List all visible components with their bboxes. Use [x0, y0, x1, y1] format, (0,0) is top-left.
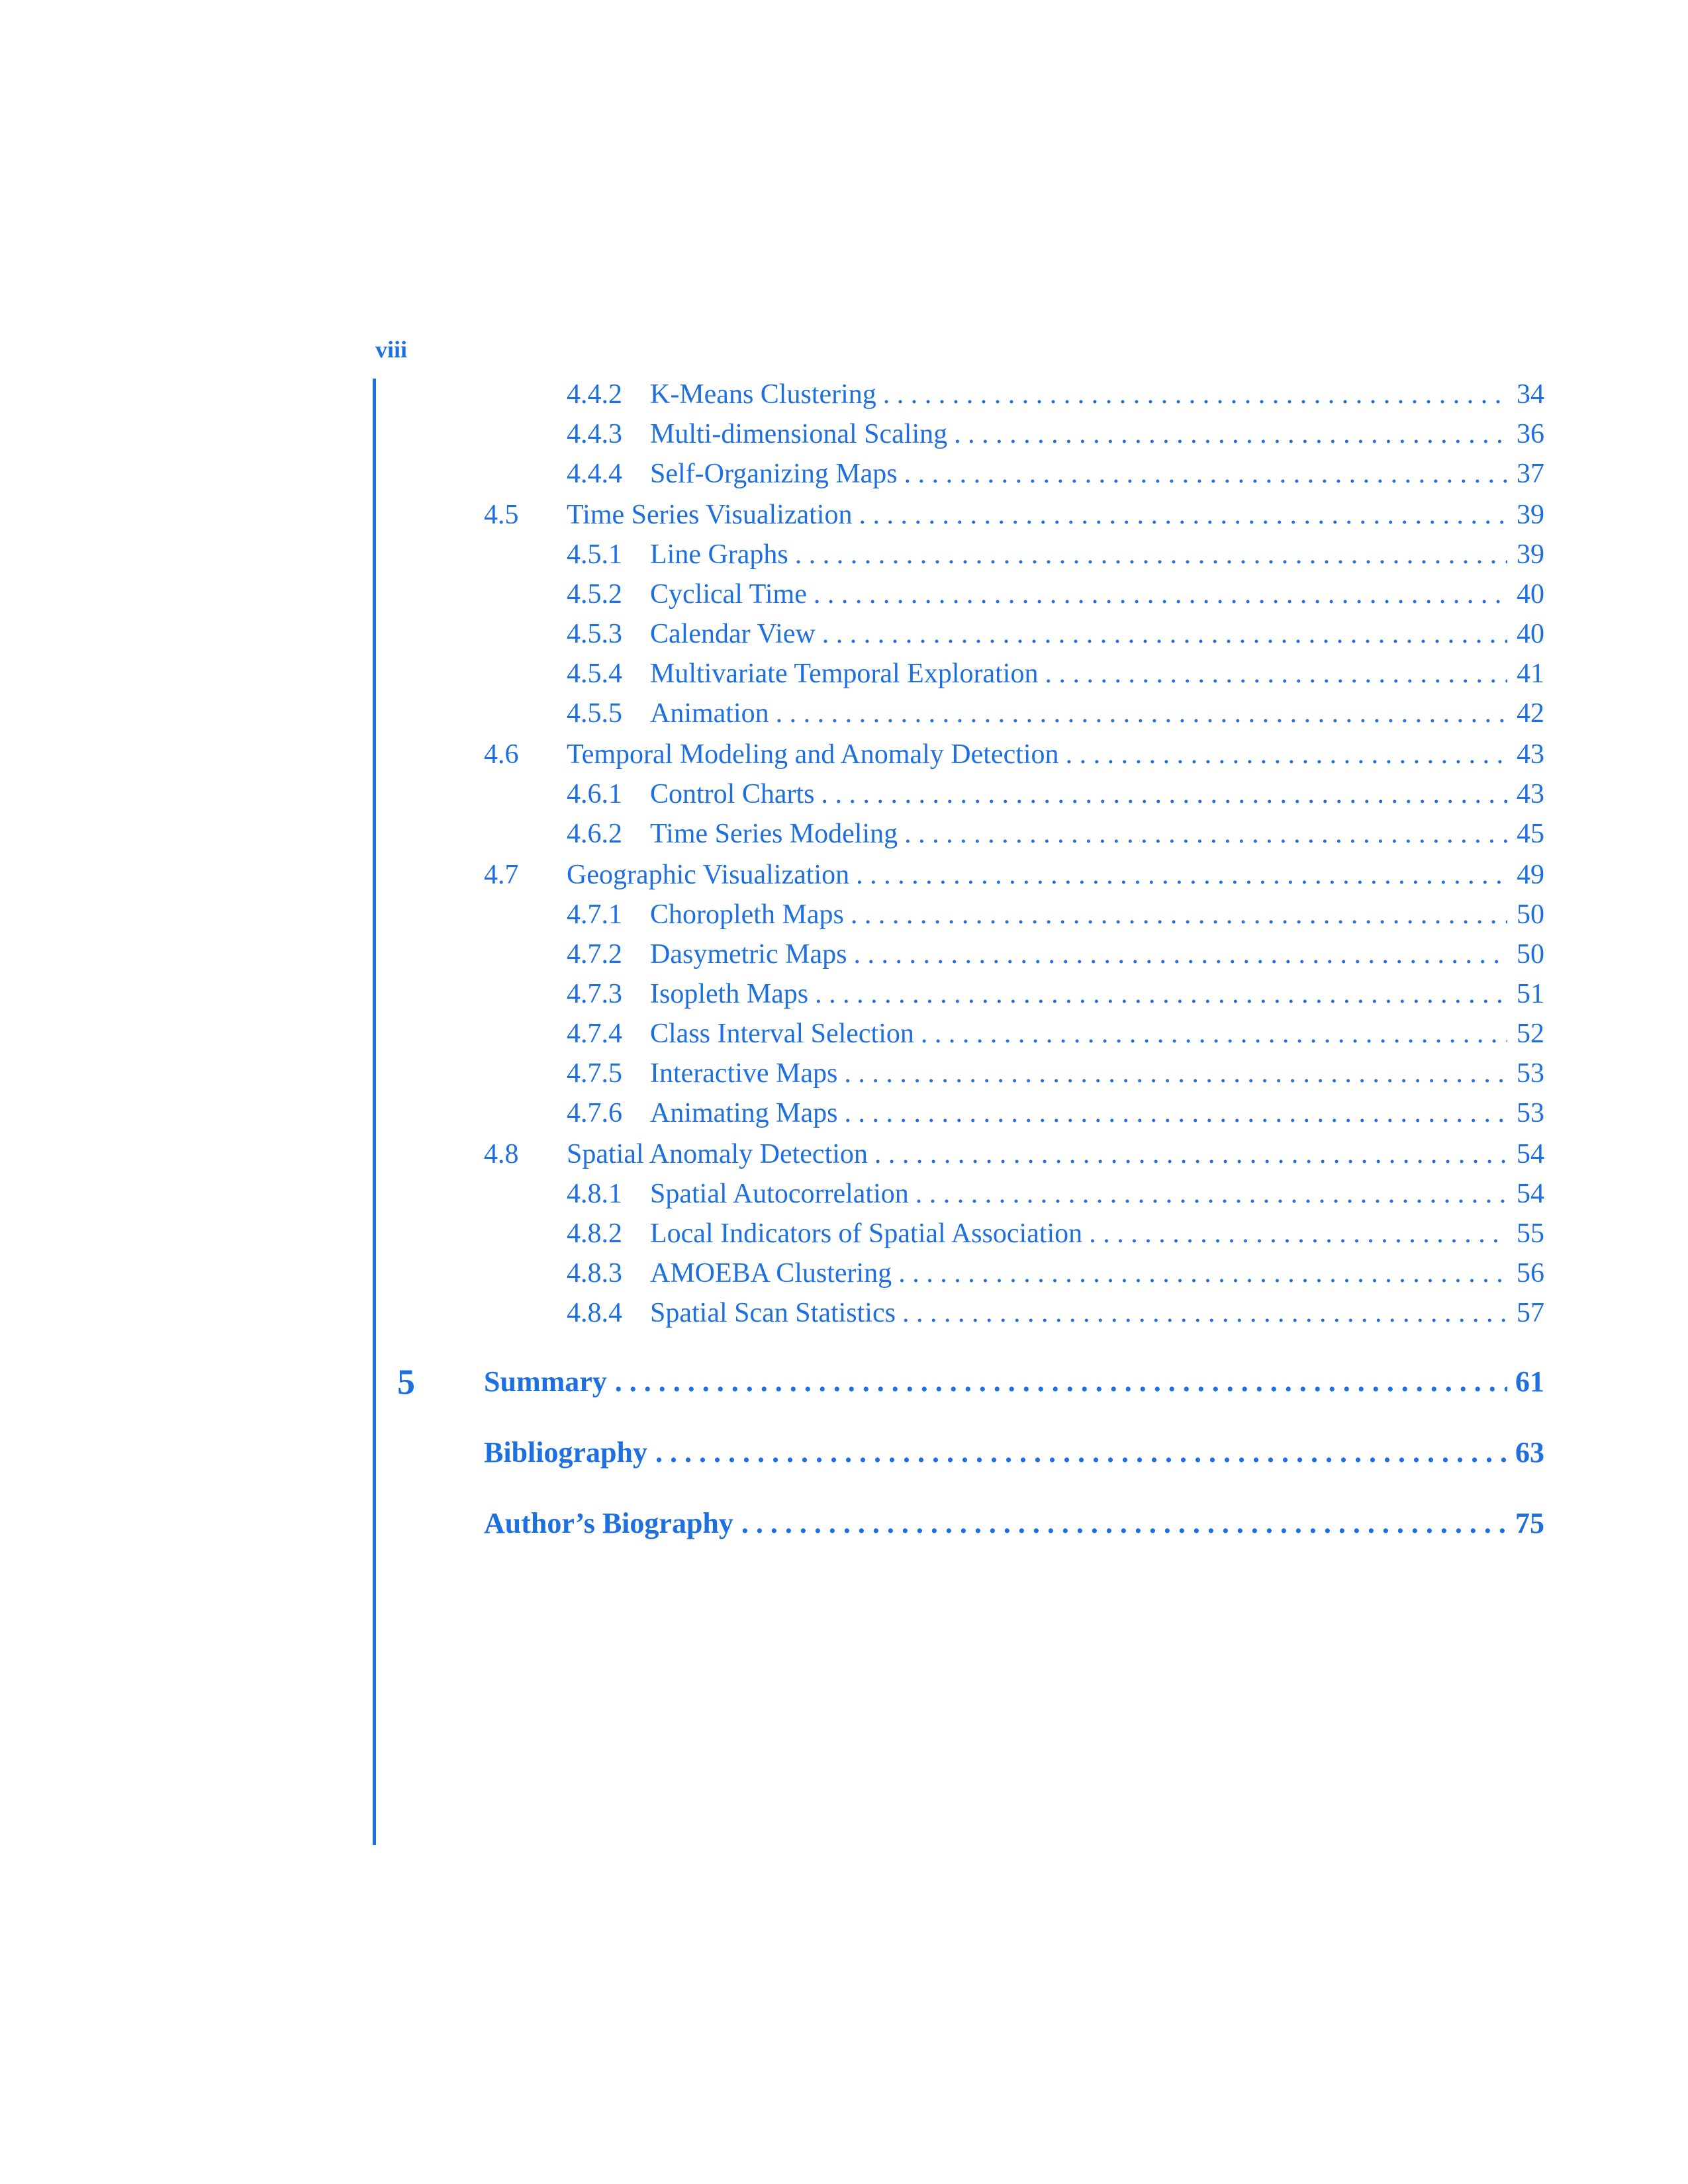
entry-page: 57	[1517, 1298, 1544, 1328]
dot-leader	[859, 495, 1507, 535]
dot-leader	[883, 375, 1507, 414]
chapter-page: 61	[1515, 1365, 1544, 1398]
chapter-number: 5	[397, 1362, 415, 1402]
entry-title: Interactive Maps	[650, 1058, 838, 1089]
chapter-title: Author’s Biography	[484, 1507, 733, 1539]
toc-entry[interactable]	[567, 1174, 1544, 1214]
entry-number: 4.7.4	[567, 1019, 622, 1049]
dot-leader	[821, 774, 1508, 814]
dot-leader	[1066, 735, 1507, 774]
toc-entry[interactable]	[567, 414, 1544, 454]
toc-entry[interactable]	[484, 495, 1544, 535]
entry-page: 52	[1517, 1019, 1544, 1049]
entry-number: 4.4.3	[567, 419, 622, 449]
toc-entry[interactable]	[567, 454, 1544, 494]
entry-title: Choropleth Maps	[650, 899, 844, 930]
entry-number: 4.8.4	[567, 1298, 622, 1328]
entry-number: 4.5.4	[567, 659, 622, 689]
dot-leader	[655, 1430, 1507, 1476]
entry-title: K-Means Clustering	[650, 379, 876, 410]
entry-number: 4.6.2	[567, 819, 622, 849]
entry-title: Time Series Modeling	[650, 819, 898, 849]
entry-page: 36	[1517, 419, 1544, 449]
entry-page: 53	[1517, 1058, 1544, 1089]
entry-title: Isopleth Maps	[650, 979, 809, 1009]
entry-title: Time Series Visualization	[567, 500, 853, 530]
entry-page: 55	[1517, 1218, 1544, 1249]
entry-number: 4.5.2	[567, 579, 622, 610]
dot-leader	[741, 1500, 1507, 1547]
toc-entry[interactable]	[567, 1253, 1544, 1293]
entry-page: 56	[1517, 1258, 1544, 1289]
entry-page: 50	[1517, 899, 1544, 930]
entry-title: AMOEBA Clustering	[650, 1258, 892, 1289]
toc-entry[interactable]	[567, 694, 1544, 733]
toc-entry[interactable]	[567, 1293, 1544, 1333]
entry-title: Dasymetric Maps	[650, 939, 847, 970]
entry-number: 4.6.1	[567, 779, 622, 809]
dot-leader	[822, 614, 1507, 654]
entry-number: 4.7.5	[567, 1058, 622, 1089]
toc-entry[interactable]	[567, 1054, 1544, 1093]
entry-title: Spatial Scan Statistics	[650, 1298, 896, 1328]
entry-number: 4.5	[484, 500, 519, 530]
toc-entry[interactable]	[567, 814, 1544, 854]
dot-leader	[856, 855, 1507, 895]
entry-title: Geographic Visualization	[567, 860, 850, 890]
dot-leader	[776, 694, 1507, 733]
entry-number: 4.8.2	[567, 1218, 622, 1249]
entry-page: 42	[1517, 698, 1544, 729]
entry-number: 4.7.2	[567, 939, 622, 970]
entry-number: 4.4.4	[567, 459, 622, 489]
entry-number: 4.8.1	[567, 1179, 622, 1209]
entry-number: 4.7.6	[567, 1098, 622, 1128]
entry-number: 4.7.1	[567, 899, 622, 930]
toc-entry[interactable]	[567, 654, 1544, 694]
dot-leader	[1045, 654, 1507, 694]
toc-entry[interactable]	[567, 974, 1544, 1014]
entry-number: 4.5.1	[567, 539, 622, 570]
dot-leader	[615, 1359, 1507, 1405]
toc-entry[interactable]	[484, 735, 1544, 774]
toc-chapter-entry[interactable]	[484, 1430, 1544, 1476]
page-number: viii	[375, 336, 408, 363]
toc-entry[interactable]	[567, 574, 1544, 614]
entry-title: Multivariate Temporal Exploration	[650, 659, 1039, 689]
entry-page: 39	[1517, 500, 1544, 530]
dot-leader	[954, 414, 1507, 454]
dot-leader	[814, 574, 1507, 614]
entry-number: 4.5.5	[567, 698, 622, 729]
toc-entry[interactable]	[567, 934, 1544, 974]
toc-entry[interactable]	[484, 1134, 1544, 1174]
chapter-page: 75	[1515, 1507, 1544, 1539]
entry-page: 43	[1517, 779, 1544, 809]
entry-title: Spatial Autocorrelation	[650, 1179, 909, 1209]
toc-entry[interactable]	[567, 614, 1544, 654]
toc-chapter-entry[interactable]	[484, 1500, 1544, 1547]
toc-entry[interactable]	[567, 535, 1544, 574]
toc-chapter-entry[interactable]	[484, 1359, 1544, 1405]
entry-page: 41	[1517, 659, 1544, 689]
chapter-title: Summary	[484, 1365, 607, 1398]
dot-leader	[915, 1174, 1507, 1214]
entry-title: Class Interval Selection	[650, 1019, 914, 1049]
dot-leader	[898, 1253, 1507, 1293]
entry-number: 4.4.2	[567, 379, 622, 410]
dot-leader	[795, 535, 1507, 574]
entry-title: Multi-dimensional Scaling	[650, 419, 948, 449]
dot-leader	[844, 1054, 1507, 1093]
entry-number: 4.8.3	[567, 1258, 622, 1289]
dot-leader	[853, 934, 1507, 974]
dot-leader	[921, 1014, 1507, 1054]
dot-leader	[904, 454, 1507, 494]
entry-title: Spatial Anomaly Detection	[567, 1139, 868, 1169]
entry-page: 54	[1517, 1179, 1544, 1209]
entry-number: 4.5.3	[567, 619, 622, 649]
entry-page: 43	[1517, 739, 1544, 770]
toc-entry[interactable]	[567, 1214, 1544, 1253]
entry-title: Local Indicators of Spatial Association	[650, 1218, 1083, 1249]
entry-page: 37	[1517, 459, 1544, 489]
entry-page: 40	[1517, 619, 1544, 649]
entry-page: 34	[1517, 379, 1544, 410]
dot-leader	[904, 814, 1507, 854]
entry-page: 51	[1517, 979, 1544, 1009]
dot-leader	[874, 1134, 1507, 1174]
entry-title: Line Graphs	[650, 539, 788, 570]
toc-entry[interactable]	[567, 774, 1544, 814]
entry-title: Animation	[650, 698, 769, 729]
chapter-page: 63	[1515, 1436, 1544, 1469]
entry-page: 45	[1517, 819, 1544, 849]
toc-entry[interactable]	[567, 375, 1544, 414]
entry-title: Control Charts	[650, 779, 815, 809]
entry-page: 54	[1517, 1139, 1544, 1169]
toc-entry[interactable]	[567, 1093, 1544, 1133]
entry-title: Cyclical Time	[650, 579, 807, 610]
dot-leader	[902, 1293, 1507, 1333]
entry-number: 4.6	[484, 739, 519, 770]
dot-leader	[844, 1093, 1507, 1133]
toc-entry[interactable]	[484, 855, 1544, 895]
entry-number: 4.7	[484, 860, 519, 890]
entry-page: 53	[1517, 1098, 1544, 1128]
entry-page: 39	[1517, 539, 1544, 570]
entry-title: Temporal Modeling and Anomaly Detection	[567, 739, 1059, 770]
entry-title: Calendar View	[650, 619, 816, 649]
dot-leader	[851, 895, 1507, 934]
toc-entry[interactable]	[567, 1014, 1544, 1054]
dot-leader	[815, 974, 1507, 1014]
entry-page: 50	[1517, 939, 1544, 970]
entry-title: Self-Organizing Maps	[650, 459, 898, 489]
entry-number: 4.8	[484, 1139, 519, 1169]
entry-page: 49	[1517, 860, 1544, 890]
dot-leader	[1089, 1214, 1507, 1253]
entry-page: 40	[1517, 579, 1544, 610]
toc-entry[interactable]	[567, 895, 1544, 934]
entry-title: Animating Maps	[650, 1098, 838, 1128]
chapter-title: Bibliography	[484, 1436, 647, 1469]
entry-number: 4.7.3	[567, 979, 622, 1009]
